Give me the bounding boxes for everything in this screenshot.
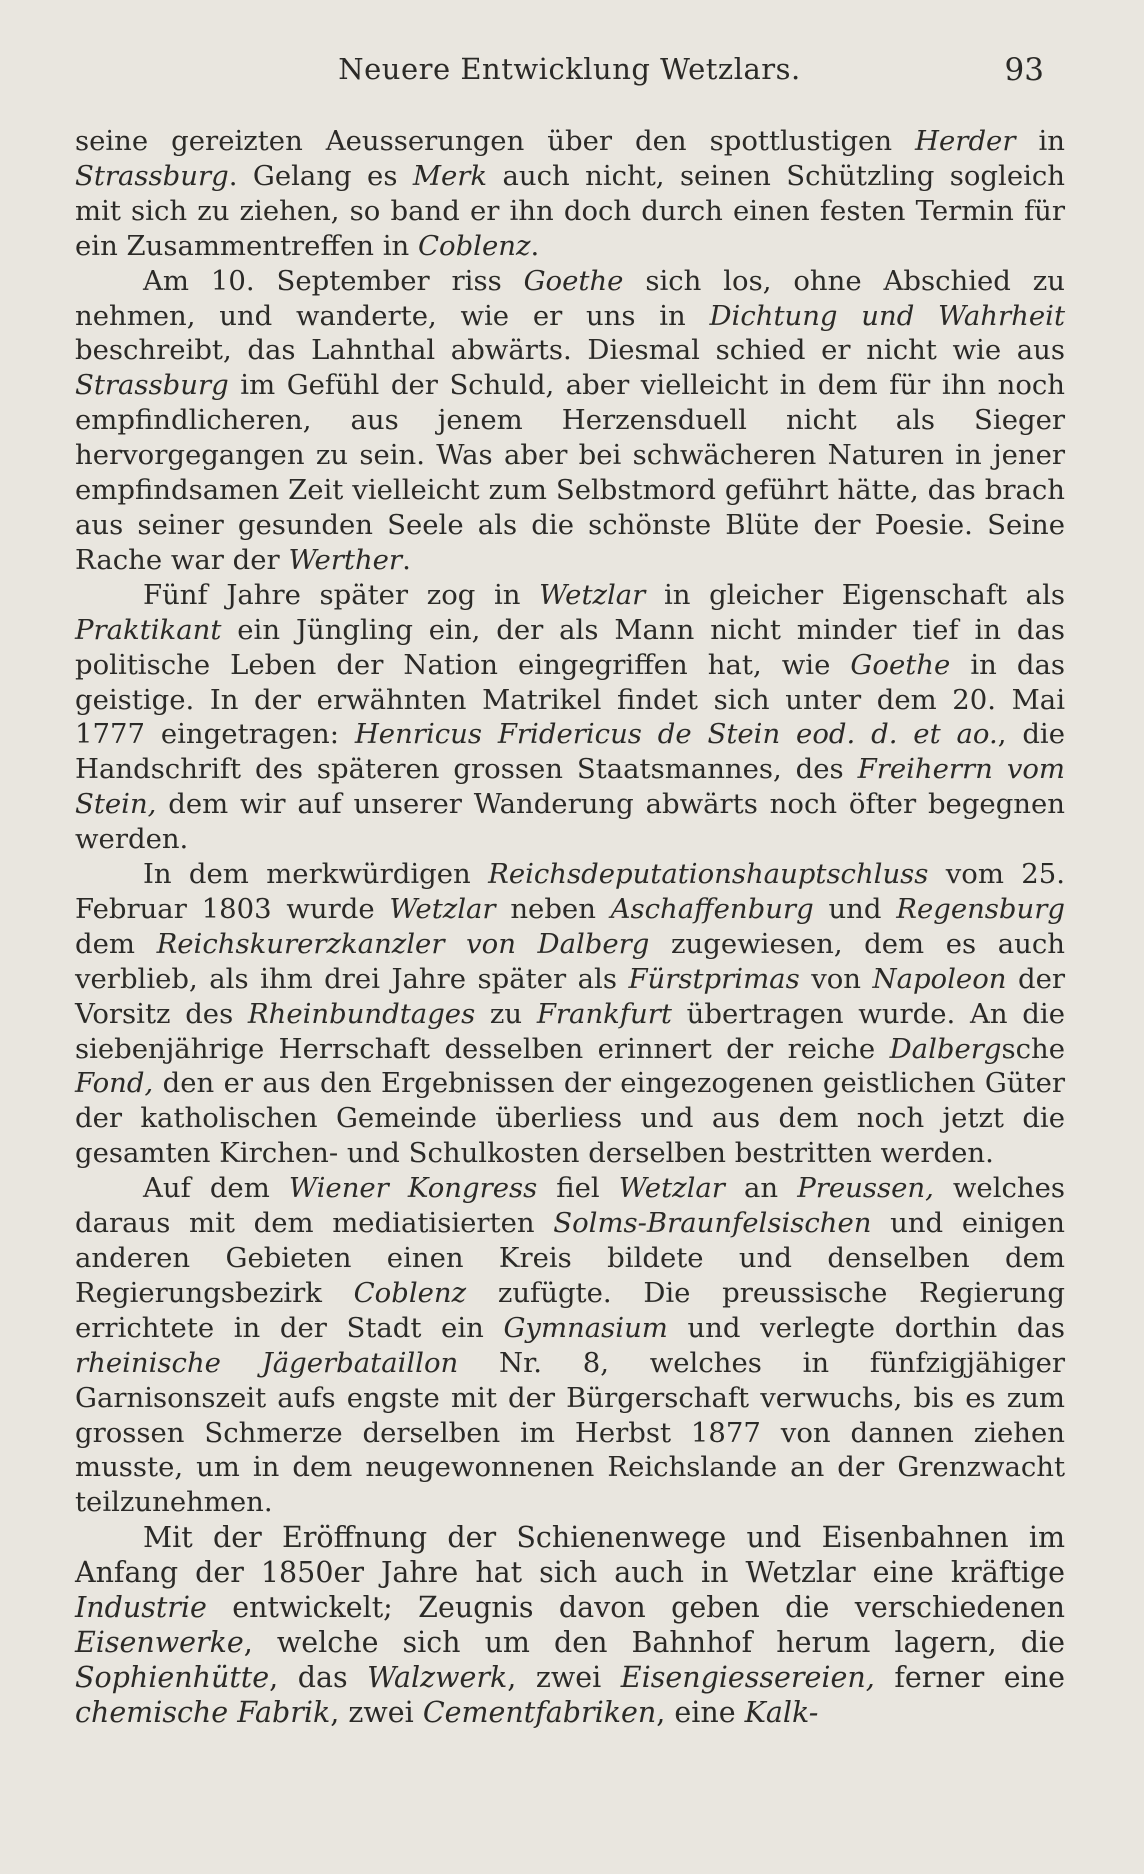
- text-run: , das: [269, 1661, 368, 1695]
- text-run: im Gefühl der Schuld, aber vielleicht in dem für ihn noch empfindlicheren, aus jenem Herzensduell nicht als Sieger hervorgegangen zu sein. Was aber bei schwächeren Naturen in jener empfindsamen Zeit vielleicht zum Selbstmord geführt hätte, das brach aus seiner gesunden Seele als die schönste Blüte der Poesie. Seine Rache war der: [75, 369, 1065, 576]
- italic-term: Solms-Braunfelsischen: [553, 1207, 872, 1240]
- italic-term: Cementfabriken: [422, 1696, 657, 1730]
- text-run: welches daraus mit dem mediatisierten: [75, 1172, 1065, 1240]
- italic-term: Walzwerk: [367, 1661, 508, 1695]
- text-run: zufügte. Die preussische Regierung errichtete in der Stadt ein: [75, 1276, 1065, 1344]
- text-run: vom 25. Februar 1803 wurde: [75, 858, 1065, 925]
- text-run: und verlegte dorthin das: [667, 1311, 1065, 1344]
- text-run: zugewiesen, dem es auch verblieb, als ihm drei Jahre später als: [75, 927, 1065, 995]
- text-run: , zwei: [507, 1661, 621, 1695]
- text-run: und: [813, 892, 897, 925]
- text-run: dem: [75, 927, 157, 960]
- page-header: [75, 52, 1064, 92]
- italic-term: Merk: [412, 159, 488, 192]
- text-run: .: [530, 229, 540, 262]
- text-run: Am 10. September riss: [143, 264, 524, 297]
- italic-term: Freiherrn vom Stein,: [75, 753, 1065, 821]
- text-run: dem wir auf unserer Wanderung abwärts noch öfter begegnen werden.: [75, 788, 1065, 856]
- text-run: an: [724, 1172, 798, 1205]
- italic-term: Wetzlar: [389, 892, 496, 925]
- italic-term: Coblenz: [353, 1276, 467, 1309]
- text-run: seine gereizten Aeusserungen über den spottlustigen: [75, 125, 916, 157]
- italic-term: Napoleon: [872, 962, 1007, 995]
- paragraph: [75, 1171, 1065, 1520]
- page-number: 93: [1004, 52, 1044, 88]
- italic-term: Dichtung und Wahrheit: [709, 299, 1065, 332]
- italic-term: Preussen,: [797, 1172, 934, 1205]
- italic-term: Dalberg: [889, 1032, 1002, 1065]
- italic-term: Coblenz: [417, 229, 531, 262]
- italic-term: Strassburg: [75, 369, 229, 402]
- italic-term: Eisenwerke: [75, 1626, 244, 1660]
- italic-term: Werther: [288, 543, 403, 576]
- italic-term: Goethe: [850, 648, 951, 681]
- italic-term: Reichsdeputationshauptschluss: [488, 858, 929, 891]
- running-head: Neuere Entwicklung Wetzlars.: [338, 52, 801, 86]
- italic-term: Wetzlar: [539, 578, 646, 611]
- text-run: sche: [1001, 1032, 1065, 1065]
- body-text: [75, 124, 1065, 1730]
- paragraph: [75, 124, 1065, 264]
- text-run: ein Jüngling ein, der als Mann nicht minder tief in das politische Leben der Nation eingegriffen hat, wie: [75, 613, 1065, 681]
- text-run: von: [799, 962, 873, 995]
- text-run: in: [1015, 125, 1065, 157]
- text-run: der Vorsitz des: [75, 962, 1065, 1030]
- text-run: auch nicht, seinen Schützling sogleich mit sich zu ziehen, so band er ihn doch durch einen festen Termin für ein Zusammentreffen in: [75, 159, 1065, 262]
- italic-term: Strassburg: [75, 159, 229, 192]
- text-run: in das geistige. In der erwähnten Matrikel findet sich unter dem 20. Mai 1777 eingetragen:: [75, 648, 1065, 751]
- text-run: entwickelt; Zeugnis davon geben die verschiedenen: [206, 1591, 1065, 1625]
- text-run: fiel: [537, 1172, 619, 1205]
- text-run: , eine: [656, 1696, 745, 1730]
- text-run: den er aus den Ergebnissen der eingezogenen geistlichen Güter der katholischen Gemeinde überliess und aus dem noch jetzt die gesamten Kirchen- und Schulkosten derselben bestritten werden.: [75, 1067, 1065, 1170]
- text-run: ferner eine: [874, 1661, 1065, 1695]
- text-run: neben: [495, 892, 611, 925]
- text-run: und einigen anderen Gebieten einen Kreis bildete und denselben dem Regierungsbezirk: [75, 1207, 1065, 1309]
- text-run: Auf dem: [143, 1172, 289, 1205]
- text-run: , die Handschrift des späteren grossen Staatsmannes, des: [75, 718, 1066, 786]
- paragraph: [75, 264, 1065, 578]
- italic-term: Regensburg: [896, 892, 1065, 925]
- text-run: . Gelang es: [228, 159, 413, 192]
- text-run: sich los, ohne Abschied zu nehmen, und wanderte, wie er uns in: [75, 264, 1065, 332]
- italic-term: Wetzlar: [618, 1172, 725, 1205]
- italic-term: Henricus Fridericus de Stein eod. d. et ao.: [354, 718, 998, 751]
- italic-term: Kalk-: [744, 1696, 819, 1730]
- italic-term: Eisengiessereien,: [620, 1661, 875, 1695]
- text-run: zu: [475, 997, 537, 1030]
- text-run: In dem merkwürdigen: [143, 858, 489, 891]
- text-run: .: [402, 543, 411, 576]
- italic-term: Sophienhütte: [75, 1661, 270, 1695]
- italic-term: Fond,: [75, 1067, 154, 1100]
- italic-term: Industrie: [75, 1591, 207, 1625]
- italic-term: Fürstprimas: [628, 962, 800, 995]
- text-run: Fünf Jahre später zog in: [143, 578, 540, 611]
- italic-term: Wiener Kongress: [288, 1172, 538, 1205]
- italic-term: chemische Fabrik: [75, 1696, 331, 1730]
- text-run: , welche sich um den Bahnhof herum lagern, die: [243, 1626, 1065, 1660]
- text-run: , zwei: [330, 1696, 423, 1730]
- italic-term: Frankfurt: [536, 997, 672, 1030]
- italic-term: rheinische Jägerbataillon: [75, 1346, 459, 1379]
- italic-term: Gymnasium: [503, 1311, 668, 1344]
- italic-term: Praktikant: [75, 613, 222, 646]
- text-run: Mit der Eröffnung der Schienenwege und Eisenbahnen im Anfang der 1850er Jahre hat sich auch in Wetzlar eine kräftige: [75, 1521, 1065, 1590]
- italic-term: Goethe: [523, 264, 624, 297]
- paragraph: [75, 857, 1065, 1171]
- paragraph: [75, 1520, 1065, 1730]
- text-run: Nr. 8, welches in fünfzigjähiger Garnisonszeit aufs engste mit der Bürgerschaft verwuchs, bis es zum grossen Schmerze derselben im Herbst 1877 von dannen ziehen musste, um in dem neugewonnenen Reichslande an der Grenzwacht teilzunehmen.: [75, 1346, 1065, 1519]
- paragraph: [75, 578, 1065, 857]
- italic-term: Herder: [915, 125, 1016, 157]
- italic-term: Aschaffenburg: [610, 892, 814, 925]
- text-run: beschreibt, das Lahnthal abwärts. Diesmal schied er nicht wie aus: [75, 334, 1065, 367]
- text-run: in gleicher Eigenschaft als: [645, 578, 1065, 611]
- italic-term: Reichskurerzkanzler von Dalberg: [156, 927, 650, 960]
- italic-term: Rheinbundtages: [247, 997, 476, 1030]
- text-run: übertragen wurde. An die siebenjährige Herrschaft desselben erinnert der reiche: [75, 997, 1065, 1065]
